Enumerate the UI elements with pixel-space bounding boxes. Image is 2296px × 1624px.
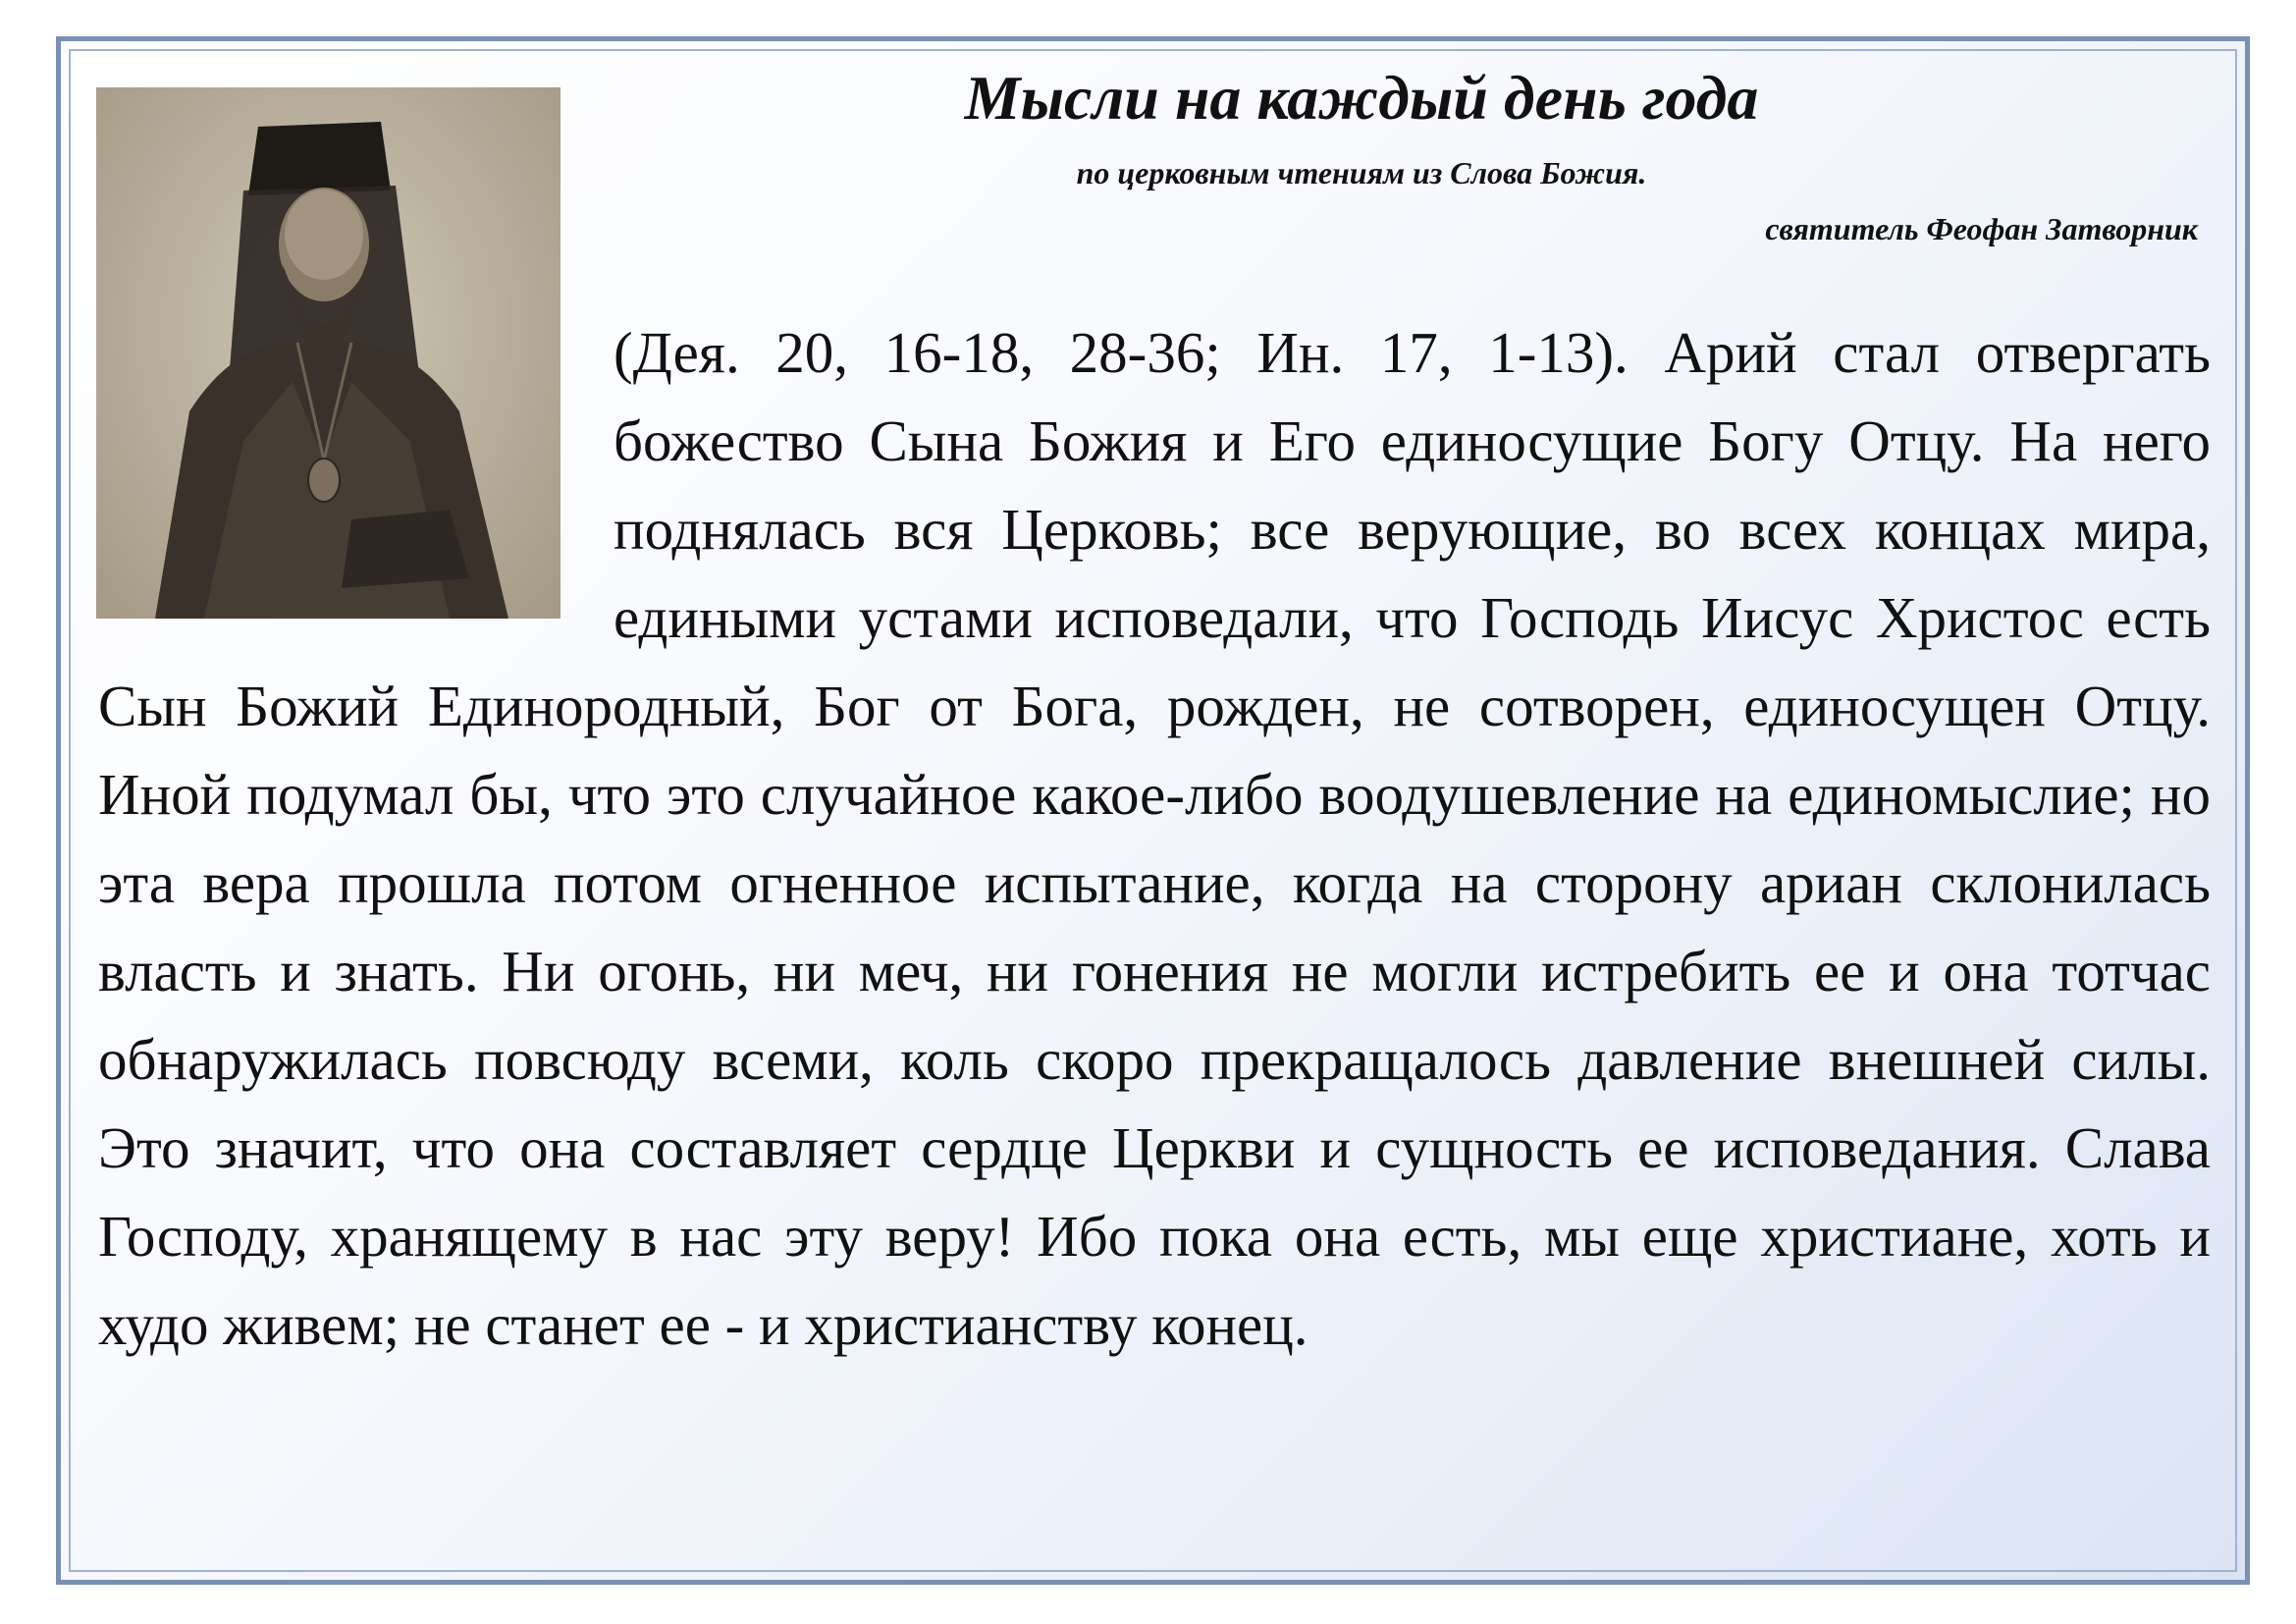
page-frame xyxy=(56,36,2250,1585)
portrait-spacer xyxy=(98,308,614,662)
reading-text-block xyxy=(98,308,2211,1369)
author-line: святитель Феофан Затворник xyxy=(1765,211,2198,246)
reading-text: (Дея. 20, 16-18, 28-36; Ин. 17, 1-13). Арий стал отвергать божество Сына Божия и Его единосущие Богу Отцу. На него поднялась вся Церковь; все верующие, во всех концах мира, едиными устами исповедали, что Господь Иисус Христос есть Сын Божий Единородный, Бог от Бога, рожден, не сотворен, единосущен Отцу. Иной подумал бы, что это случайное какое-либо воодушевление на единомыслие; но эта вера прошла потом огненное испытание, когда на сторону ариан склонилась власть и знать. Ни огонь, ни меч, ни гонения не могли истребить ее и она тотчас обнаружилась повсюду всеми, коль скоро прекращалось давление внешней силы. Это значит, что она составляет сердце Церкви и сущность ее исповедания. Слава Господу, хранящему в нас эту веру! Ибо пока она есть, мы еще христиане, хоть и худо живем; не станет ее - и христианству конец. xyxy=(98,320,2211,1357)
page-subtitle: по церковным чтениям из Слова Божия. xyxy=(1076,155,1647,190)
page-title: Мысли на каждый день года xyxy=(964,63,1759,133)
